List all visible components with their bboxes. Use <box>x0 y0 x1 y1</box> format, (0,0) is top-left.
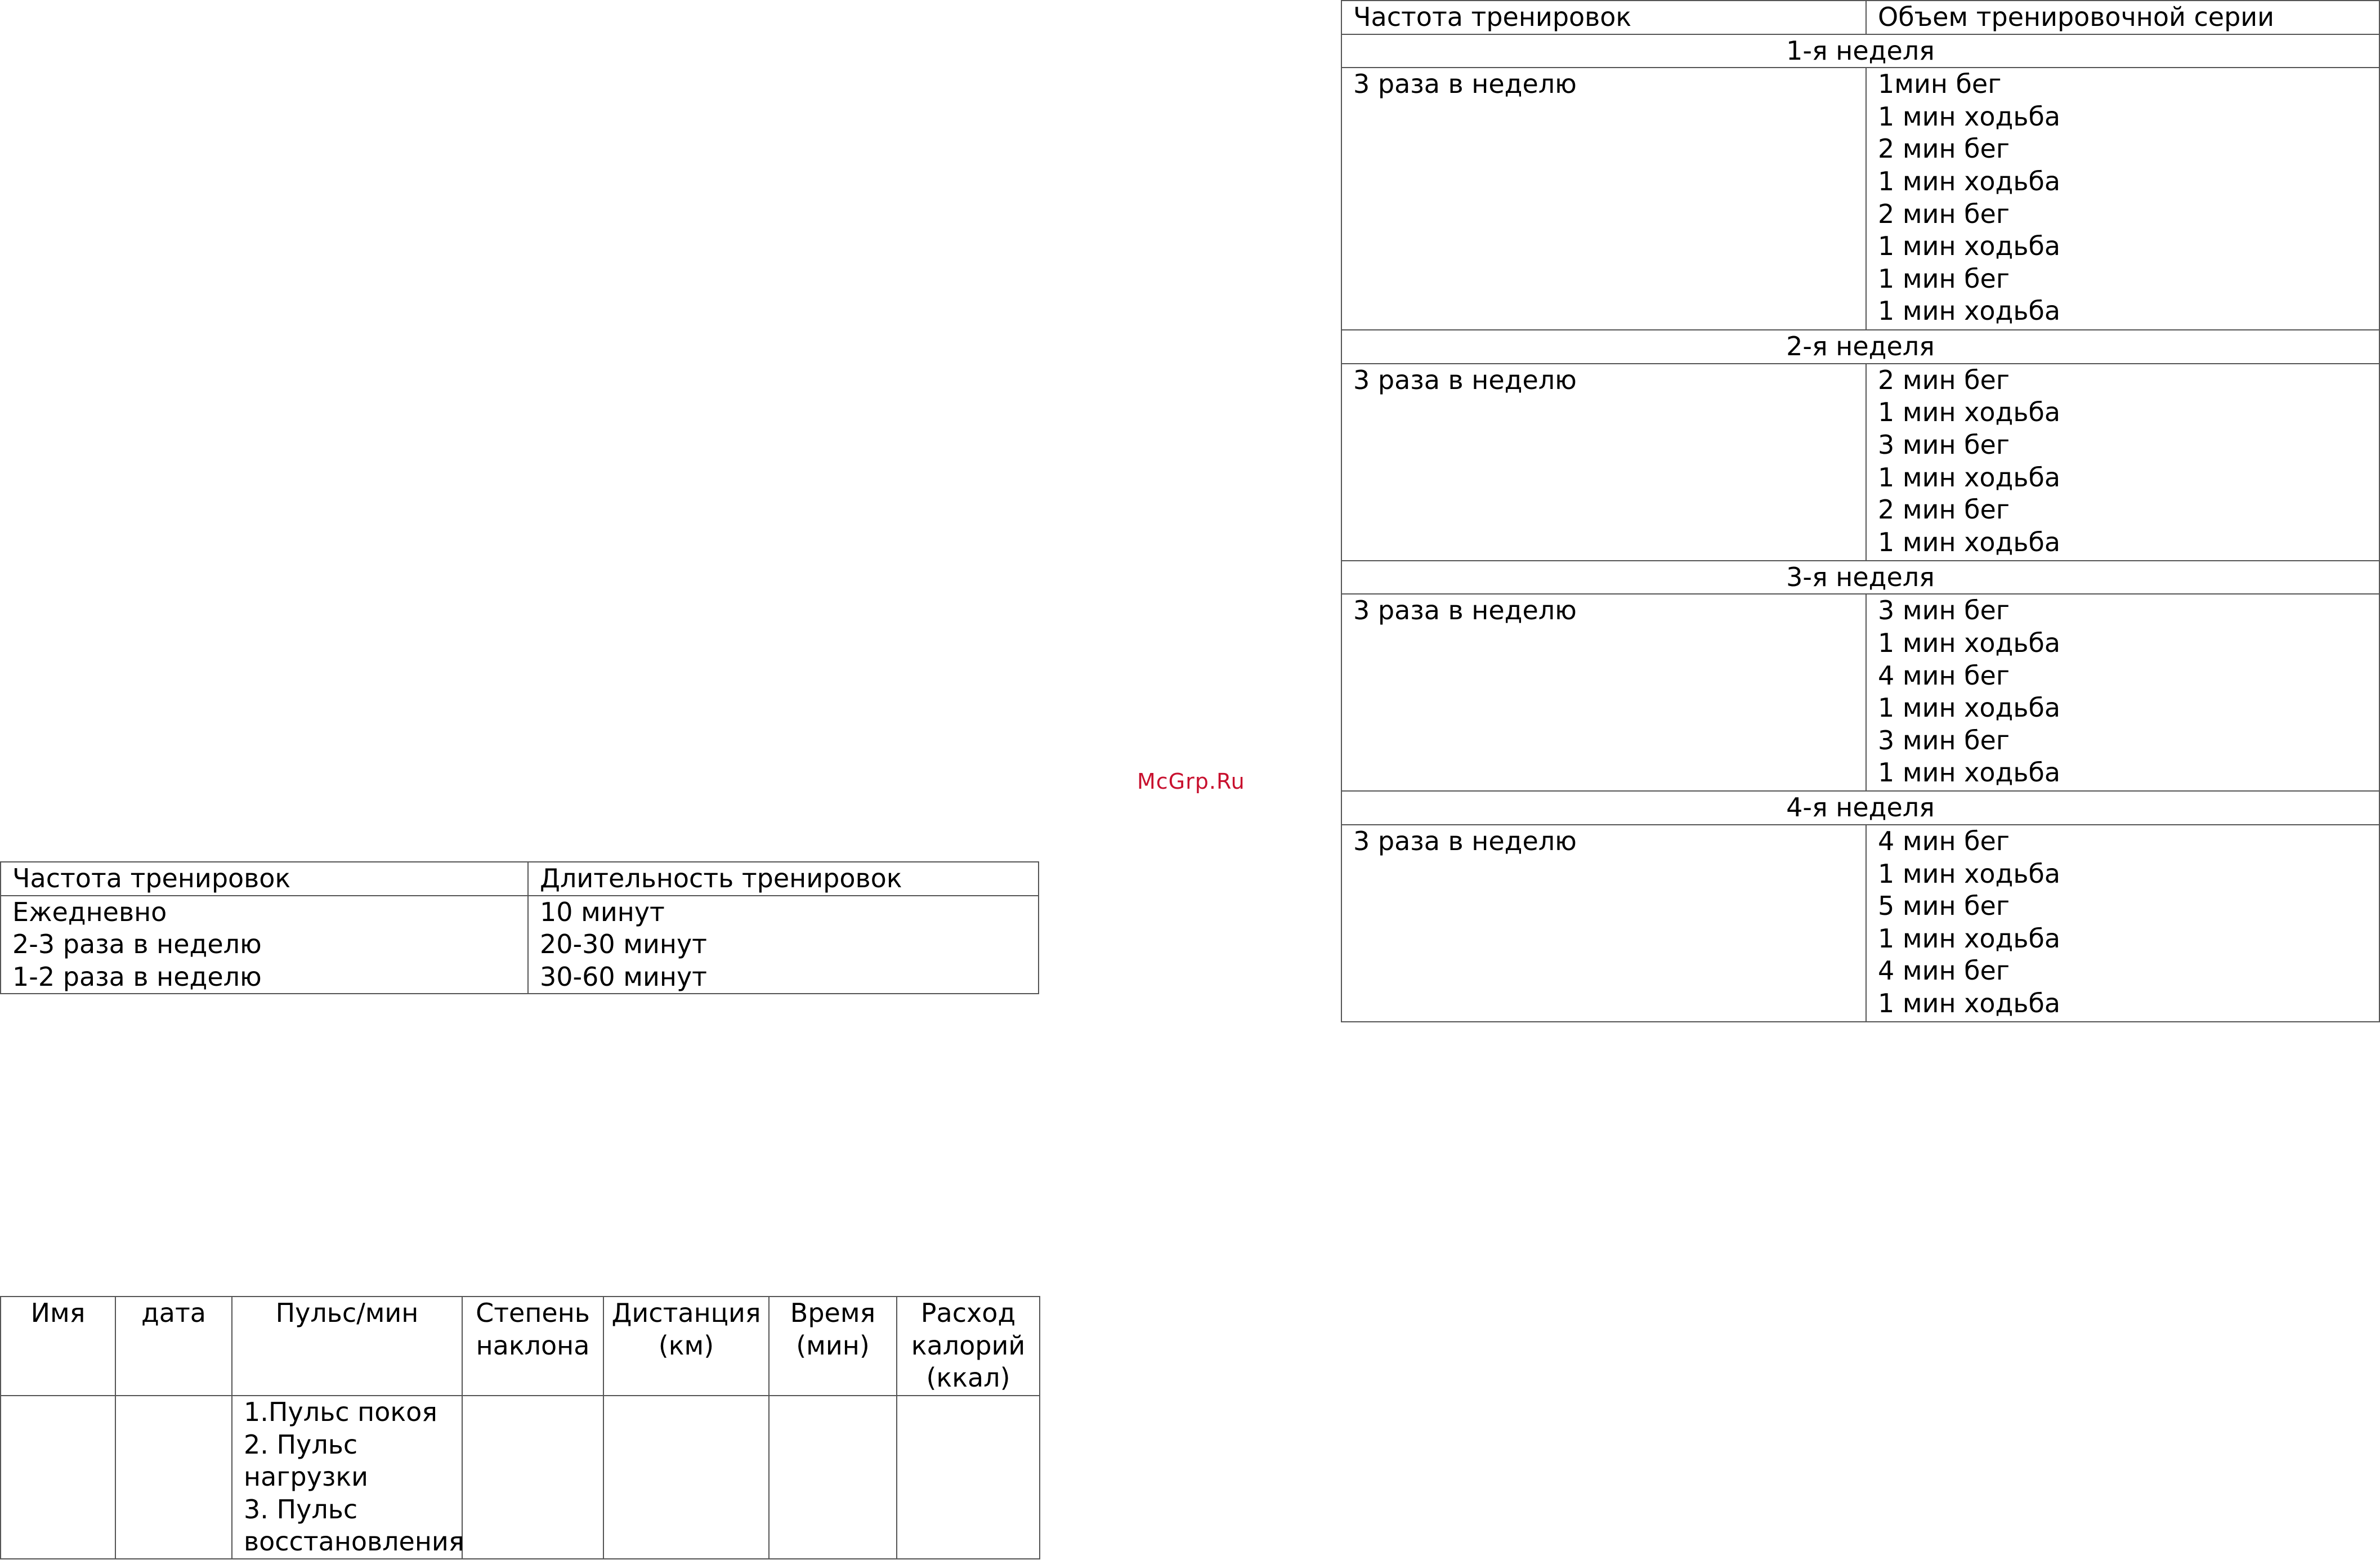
frequency-line: 1-2 раза в неделю <box>12 961 262 992</box>
incline-cell <box>462 1396 603 1559</box>
pulse-line: нагрузки <box>244 1461 368 1492</box>
name-cell <box>1 1396 115 1559</box>
volume-line: 1 мин ходьба <box>1878 397 2061 428</box>
volume-line: 1 мин ходьба <box>1878 101 2061 132</box>
frequency-duration-table <box>0 861 1039 994</box>
pulse-cell <box>232 1396 462 1559</box>
header-calories: Расход калорий (ккал) <box>897 1297 1040 1396</box>
header-pulse: Пульс/мин <box>232 1297 462 1396</box>
volume-line: 1мин бег <box>1878 69 2002 100</box>
volume-line: 1 мин ходьба <box>1878 923 2061 954</box>
week-frequency: 3 раза в неделю <box>1341 364 1866 561</box>
duration-line: 20-30 минут <box>540 929 707 960</box>
calories-cell <box>897 1396 1040 1559</box>
time-cell <box>769 1396 897 1559</box>
volume-line: 1 мин ходьба <box>1878 692 2061 723</box>
header-frequency: Частота тренировок <box>1 862 528 896</box>
volume-line: 4 мин бег <box>1878 825 2010 856</box>
volume-line: 4 мин бег <box>1878 955 2010 986</box>
watermark: McGrp.Ru <box>1137 769 1245 794</box>
header-duration: Длительность тренировок <box>528 862 1039 896</box>
header-frequency: Частота тренировок <box>1341 1 1866 34</box>
distance-cell <box>603 1396 769 1559</box>
header-date: дата <box>115 1297 232 1396</box>
week-frequency: 3 раза в неделю <box>1341 68 1866 330</box>
volume-line: 2 мин бег <box>1878 133 2010 164</box>
header-name: Имя <box>1 1297 115 1396</box>
duration-line: 30-60 минут <box>540 961 707 992</box>
volume-line: 3 мин бег <box>1878 595 2010 626</box>
duration-line: 10 минут <box>540 896 665 927</box>
volume-line: 1 мин ходьба <box>1878 757 2061 788</box>
volume-line: 1 мин ходьба <box>1878 462 2061 493</box>
volume-line: 1 мин ходьба <box>1878 526 2061 557</box>
volume-line: 2 мин бег <box>1878 364 2010 395</box>
volume-line: 3 мин бег <box>1878 725 2010 756</box>
volume-line: 1 мин ходьба <box>1878 166 2061 196</box>
header-distance: Дистанция (км) <box>603 1297 769 1396</box>
volume-line: 3 мин бег <box>1878 429 2010 460</box>
header-volume: Объем тренировочной серии <box>1866 1 2379 34</box>
volume-line: 1 мин ходьба <box>1878 231 2061 262</box>
volume-line: 1 мин ходьба <box>1878 296 2061 327</box>
pulse-line: 2. Пульс <box>244 1429 358 1460</box>
week-volume <box>1866 364 2379 561</box>
date-cell <box>115 1396 232 1559</box>
volume-line: 2 мин бег <box>1878 494 2010 525</box>
training-log-table <box>0 1296 1040 1559</box>
frequency-line: 2-3 раза в неделю <box>12 929 262 960</box>
pulse-line: восстановления <box>244 1526 464 1557</box>
pulse-line: 1.Пульс покоя <box>244 1397 437 1427</box>
week-volume <box>1866 825 2379 1022</box>
frequency-cell <box>1 896 528 994</box>
week-label: 3-я неделя <box>1341 561 2379 595</box>
week-frequency: 3 раза в неделю <box>1341 825 1866 1022</box>
volume-line: 2 мин бег <box>1878 198 2010 229</box>
volume-line: 1 мин бег <box>1878 263 2010 294</box>
volume-line: 1 мин ходьба <box>1878 858 2061 889</box>
weekly-plan-table <box>1341 0 2380 1022</box>
week-label: 2-я неделя <box>1341 330 2379 364</box>
volume-line: 1 мин ходьба <box>1878 987 2061 1018</box>
week-volume <box>1866 68 2379 330</box>
volume-line: 1 мин ходьба <box>1878 627 2061 658</box>
duration-cell <box>528 896 1039 994</box>
volume-line: 4 мин бег <box>1878 660 2010 691</box>
pulse-line: 3. Пульс <box>244 1494 358 1525</box>
week-label: 1-я неделя <box>1341 34 2379 68</box>
header-incline: Степень наклона <box>462 1297 603 1396</box>
frequency-line: Ежедневно <box>12 896 167 927</box>
header-time: Время (мин) <box>769 1297 897 1396</box>
week-label: 4-я неделя <box>1341 791 2379 825</box>
week-frequency: 3 раза в неделю <box>1341 594 1866 791</box>
week-volume <box>1866 594 2379 791</box>
volume-line: 5 мин бег <box>1878 891 2010 922</box>
